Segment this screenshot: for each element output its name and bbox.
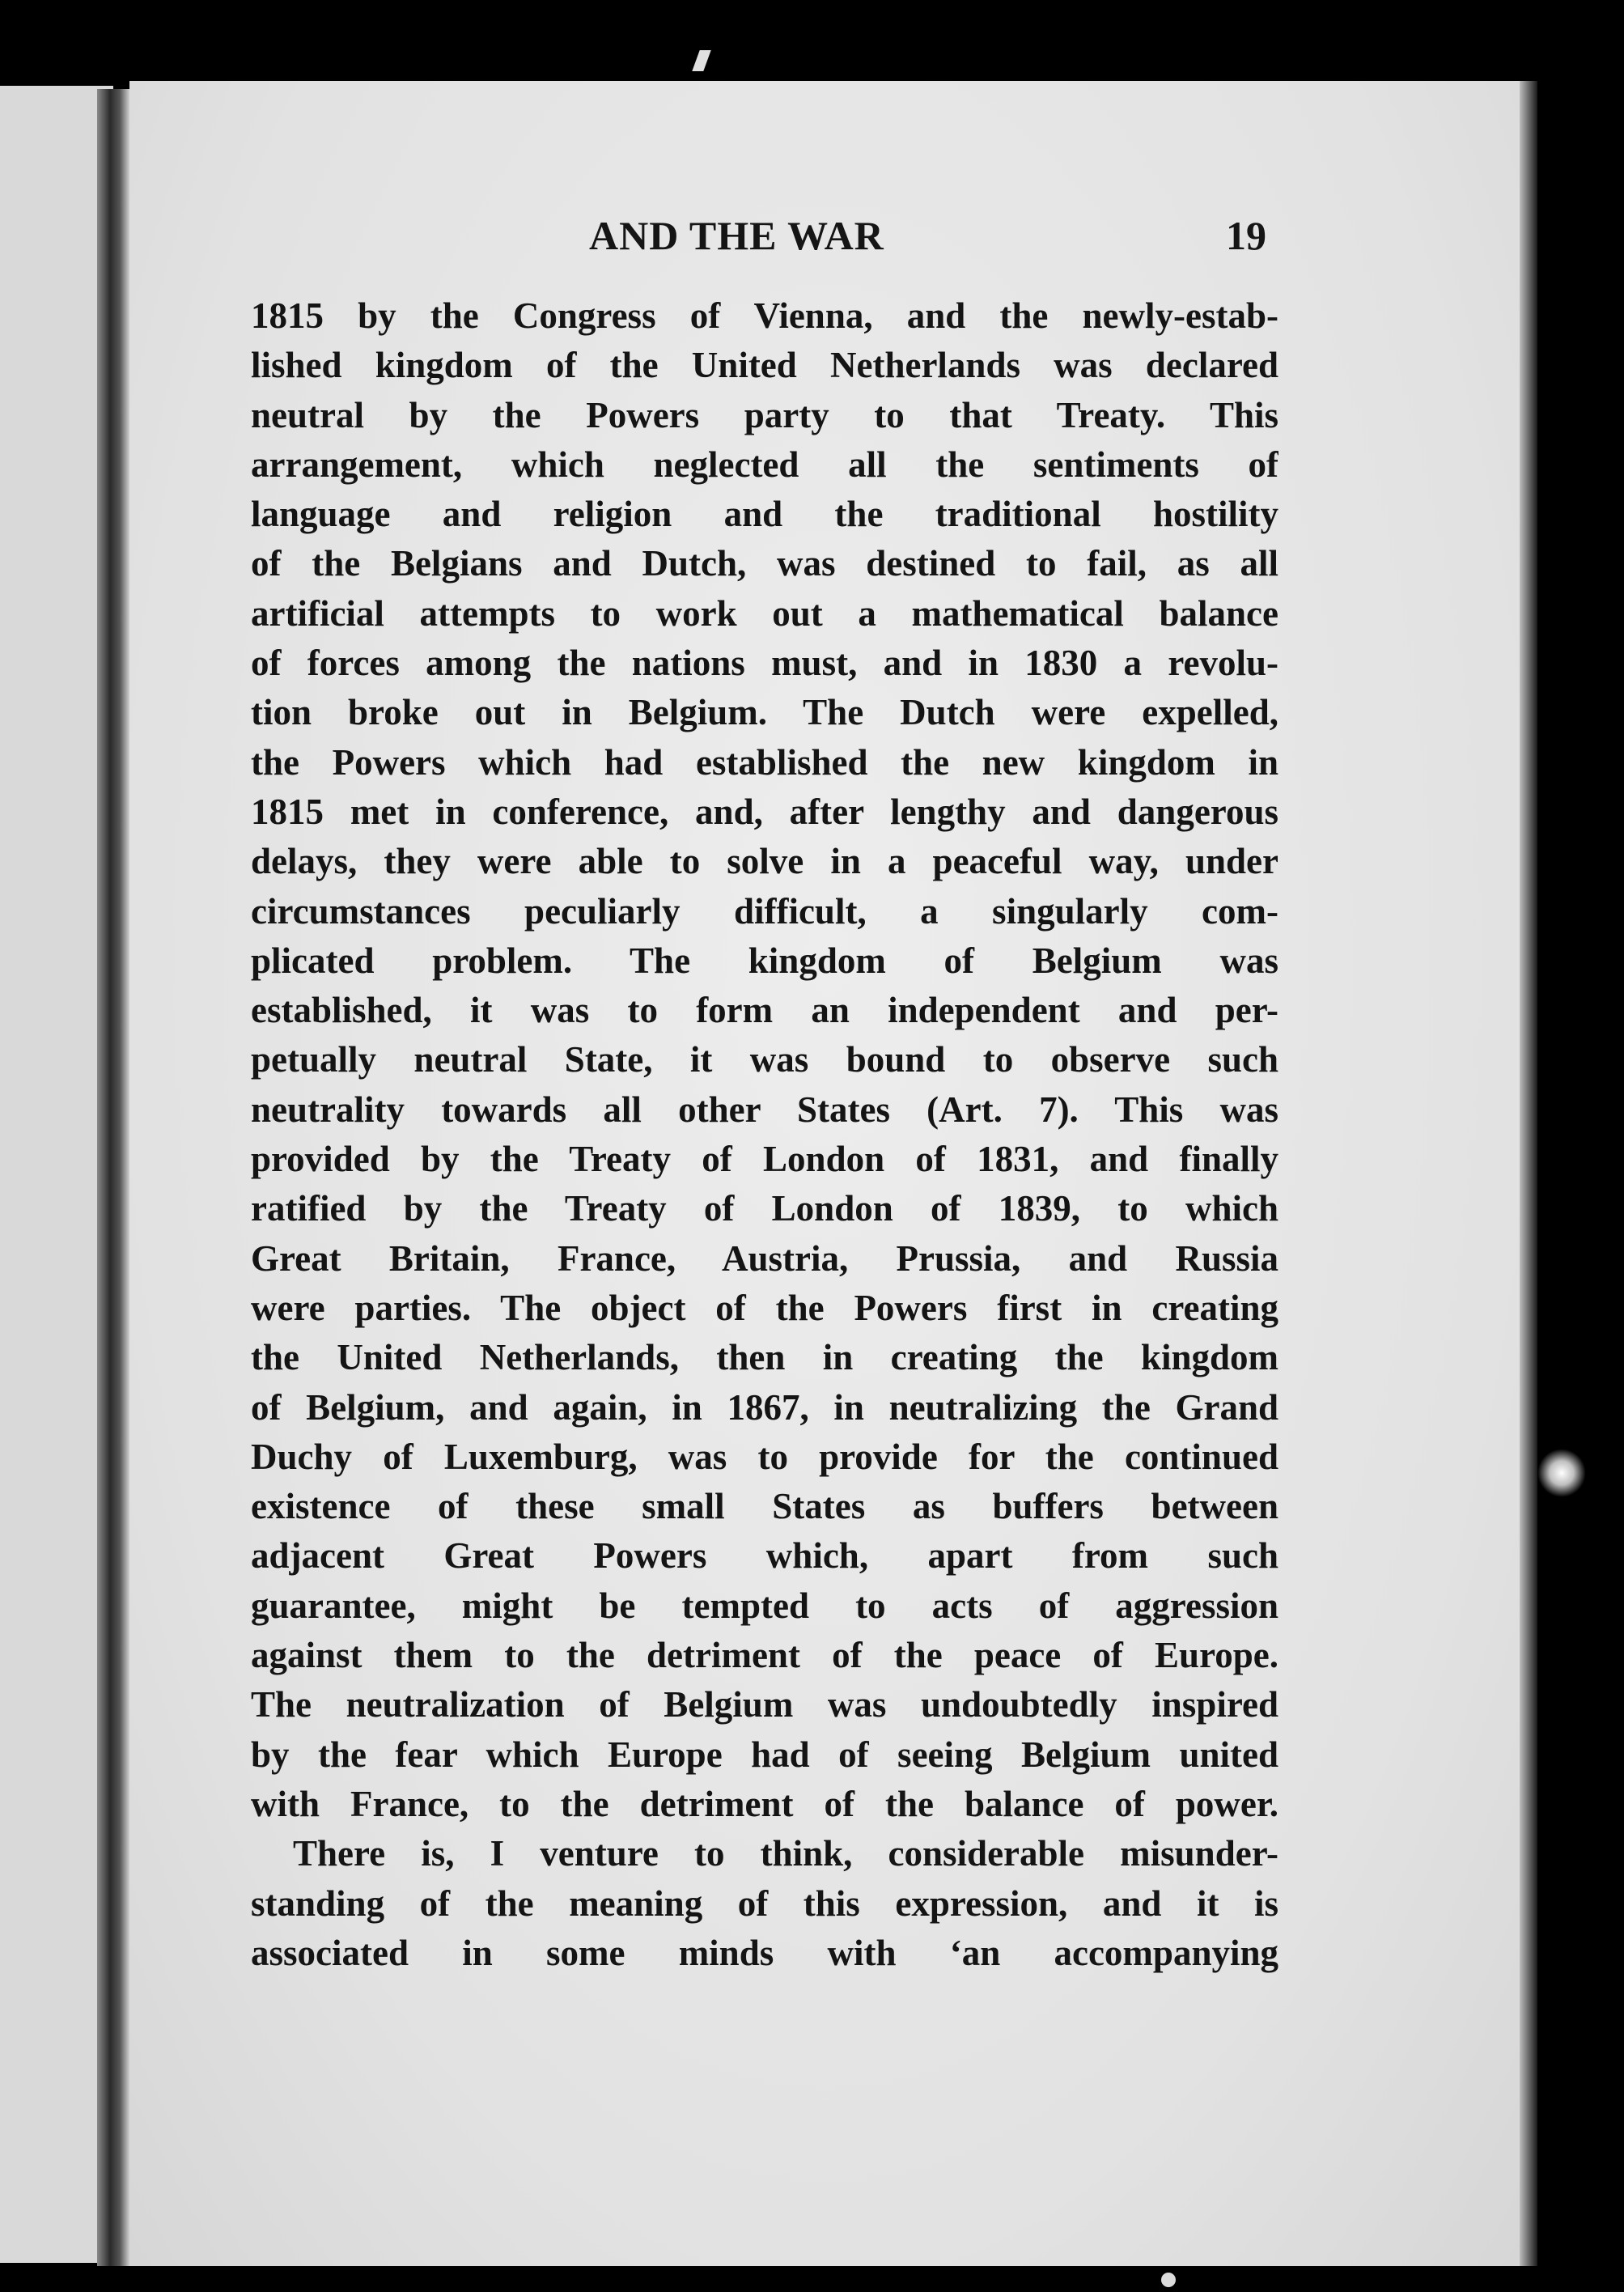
body-text — [251, 291, 1278, 1978]
text-line: artificial attempts to work out a mathematical balance — [251, 592, 1278, 634]
text-line: standing of the meaning of this expression, and it is — [251, 1882, 1278, 1924]
text-line: circumstances peculiarly difficult, a singularly com- — [251, 890, 1278, 932]
text-line: guarantee, might be tempted to acts of aggression — [251, 1585, 1278, 1626]
text-line: 1815 met in conference, and, after lengthy and dangerous — [251, 791, 1278, 832]
text-line: neutral by the Powers party to that Treaty. This — [251, 394, 1278, 435]
text-line: ratified by the Treaty of London of 1839, to which — [251, 1188, 1278, 1229]
text-line: lished kingdom of the United Netherlands was declared — [251, 345, 1278, 386]
text-line: provided by the Treaty of London of 1831, and finally — [251, 1139, 1278, 1180]
text-line: tion broke out in Belgium. The Dutch were expelled, — [251, 692, 1278, 733]
paragraph-first-line: There is, I venture to think, considerable misunder- — [293, 1833, 1278, 1874]
page-header — [129, 212, 1525, 269]
scan-glare — [1537, 1449, 1586, 1497]
text-line: by the fear which Europe had of seeing Belgium united — [251, 1734, 1278, 1775]
text-line: the Powers which had established the new kingdom in — [251, 741, 1278, 783]
text-line: Duchy of Luxemburg, was to provide for the continued — [251, 1436, 1278, 1477]
text-line: against them to the detriment of the peace of Europe. — [251, 1635, 1278, 1676]
text-line: with France, to the detriment of the balance of power. — [251, 1783, 1278, 1824]
page-number: 19 — [1226, 213, 1266, 258]
text-line: 1815 by the Congress of Vienna, and the newly-estab- — [251, 295, 1278, 336]
text-line: existence of these small States as buffers between — [251, 1486, 1278, 1527]
text-line: The neutralization of Belgium was undoubtedly inspired — [251, 1684, 1278, 1725]
text-line: adjacent Great Powers which, apart from such — [251, 1535, 1278, 1577]
text-line: petually neutral State, it was bound to observe such — [251, 1039, 1278, 1080]
text-line: of forces among the nations must, and in 1830 a revolu- — [251, 643, 1278, 684]
text-line: the United Netherlands, then in creating the kingdom — [251, 1337, 1278, 1378]
text-line: delays, they were able to solve in a peaceful way, under — [251, 841, 1278, 882]
text-line: arrangement, which neglected all the sentiments of — [251, 444, 1278, 485]
previous-page-edge — [0, 86, 113, 2263]
running-head: AND THE WAR — [589, 213, 884, 258]
text-line: neutrality towards all other States (Art. 7). This was — [251, 1089, 1278, 1130]
text-line: language and religion and the traditional hostility — [251, 494, 1278, 535]
text-line: established, it was to form an independent and per- — [251, 990, 1278, 1031]
text-line: of Belgium, and again, in 1867, in neutralizing the Grand — [251, 1386, 1278, 1428]
scan-speck-bottom — [1161, 2273, 1176, 2287]
text-line: were parties. The object of the Powers first in creating — [251, 1287, 1278, 1328]
text-line: associated in some minds with ‘an accompanying — [251, 1932, 1278, 1973]
text-line: Great Britain, France, Austria, Prussia, and Russia — [251, 1237, 1278, 1279]
text-line: of the Belgians and Dutch, was destined to fail, as all — [251, 543, 1278, 584]
text-line: plicated problem. The kingdom of Belgium was — [251, 940, 1278, 981]
page-right-edge — [1520, 81, 1537, 2266]
book-gutter — [97, 89, 129, 2266]
